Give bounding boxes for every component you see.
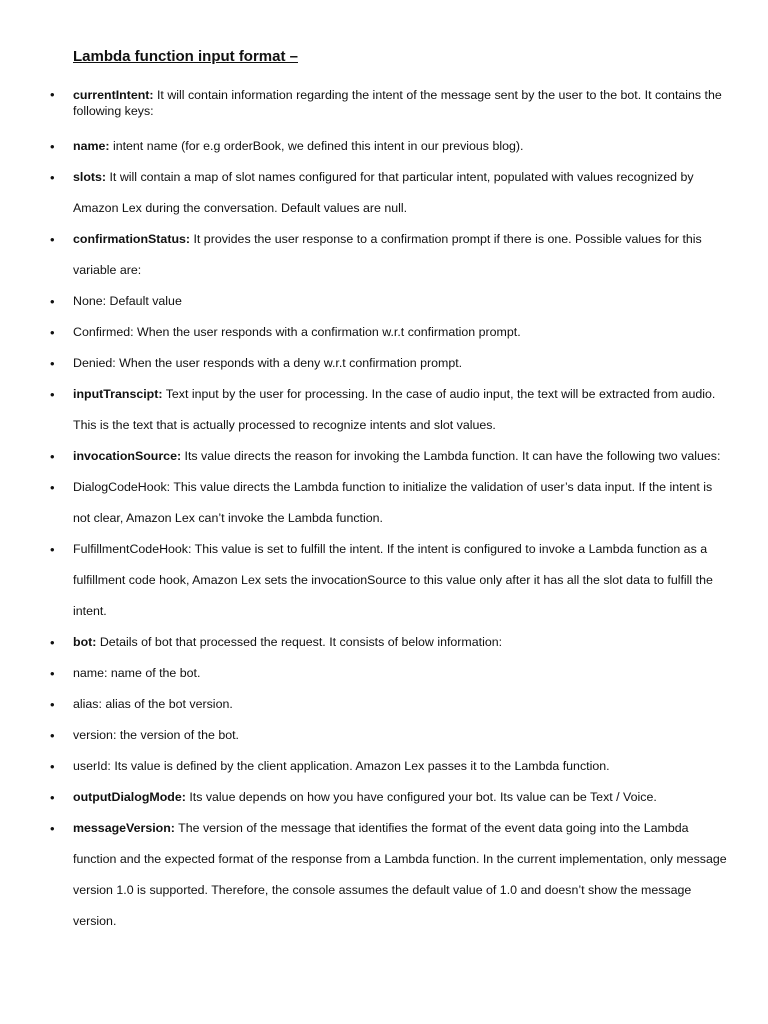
list-item xyxy=(0,441,768,472)
list-item xyxy=(0,689,768,720)
item-term: messageVersion: xyxy=(73,821,175,835)
item-term: invocationSource: xyxy=(73,449,182,463)
item-text: Denied: When the user responds with a deny w.r.t confirmation prompt. xyxy=(73,356,463,370)
bullet-icon: • xyxy=(50,480,55,495)
bullet-icon: • xyxy=(50,232,55,247)
item-text: alias: alias of the bot version. xyxy=(73,697,233,711)
bullet-icon: • xyxy=(50,728,55,743)
bullet-icon: • xyxy=(50,325,55,340)
item-term: currentIntent: xyxy=(73,88,154,102)
list-item xyxy=(0,162,768,224)
item-text: Text input by the user for processing. In the case of audio input, the text will be extracted from audio. This is the text that is actually processed to recognize intents and slot values. xyxy=(73,387,716,432)
bullet-icon: • xyxy=(50,449,55,464)
bullet-icon: • xyxy=(50,356,55,371)
item-text: Its value directs the reason for invoking the Lambda function. It can have the following two values: xyxy=(181,449,721,463)
item-text: It will contain information regarding the intent of the message sent by the user to the bot. It contains the following keys: xyxy=(73,88,722,118)
item-text: userId: Its value is defined by the client application. Amazon Lex passes it to the Lambda function. xyxy=(73,759,610,773)
list-item xyxy=(0,658,768,689)
list-item xyxy=(0,286,768,317)
list-item xyxy=(0,751,768,782)
item-text: name: name of the bot. xyxy=(73,666,201,680)
bullet-icon: • xyxy=(50,87,55,102)
item-text: Confirmed: When the user responds with a confirmation w.r.t confirmation prompt. xyxy=(73,325,521,339)
item-text: Its value depends on how you have configured your bot. Its value can be Text / Voice. xyxy=(185,790,657,804)
bullet-icon: • xyxy=(50,170,55,185)
bullet-icon: • xyxy=(50,790,55,805)
list-item xyxy=(0,813,768,937)
bullet-icon: • xyxy=(50,139,55,154)
item-text: None: Default value xyxy=(73,294,182,308)
bullet-list xyxy=(0,84,768,937)
list-item xyxy=(0,720,768,751)
bullet-icon: • xyxy=(50,294,55,309)
list-item xyxy=(0,84,768,131)
list-item xyxy=(0,131,768,162)
item-text: It will contain a map of slot names configured for that particular intent, populated with values recognized by Amazon Lex during the conversation. Default values are null. xyxy=(73,170,694,215)
list-item xyxy=(0,627,768,658)
list-item xyxy=(0,472,768,534)
bullet-icon: • xyxy=(50,387,55,402)
list-item xyxy=(0,782,768,813)
item-text: FulfillmentCodeHook: This value is set to fulfill the intent. If the intent is configured to invoke a Lambda function as a fulfillment code hook, Amazon Lex sets the invocationSource to this value only after it has all the slot data to fulfill the intent. xyxy=(73,542,713,618)
list-item xyxy=(0,379,768,441)
bullet-icon: • xyxy=(50,759,55,774)
list-item xyxy=(0,534,768,627)
item-text: The version of the message that identifies the format of the event data going into the Lambda function and the expected format of the response from a Lambda function. In the current implementation, only message version 1.0 is supported. Therefore, the console assumes the default value of 1.0 and doesn’t show the message version. xyxy=(73,821,727,928)
list-item xyxy=(0,348,768,379)
bullet-icon: • xyxy=(50,635,55,650)
item-text: It provides the user response to a confirmation prompt if there is one. Possible values for this variable are: xyxy=(73,232,702,277)
bullet-icon: • xyxy=(50,666,55,681)
item-term: slots: xyxy=(73,170,107,184)
list-item xyxy=(0,224,768,286)
item-text: Details of bot that processed the request. It consists of below information: xyxy=(96,635,503,649)
item-term: confirmationStatus: xyxy=(73,232,191,246)
item-text: version: the version of the bot. xyxy=(73,728,239,742)
item-term: bot: xyxy=(73,635,97,649)
document-title: Lambda function input format – xyxy=(73,48,298,65)
item-text: DialogCodeHook: This value directs the Lambda function to initialize the validation of user’s data input. If the intent is not clear, Amazon Lex can’t invoke the Lambda function. xyxy=(73,480,713,525)
bullet-icon: • xyxy=(50,697,55,712)
item-text: intent name (for e.g orderBook, we defined this intent in our previous blog). xyxy=(109,139,524,153)
item-term: outputDialogMode: xyxy=(73,790,186,804)
bullet-icon: • xyxy=(50,542,55,557)
item-term: name: xyxy=(73,139,110,153)
list-item xyxy=(0,317,768,348)
item-term: inputTranscipt: xyxy=(73,387,163,401)
bullet-icon: • xyxy=(50,821,55,836)
